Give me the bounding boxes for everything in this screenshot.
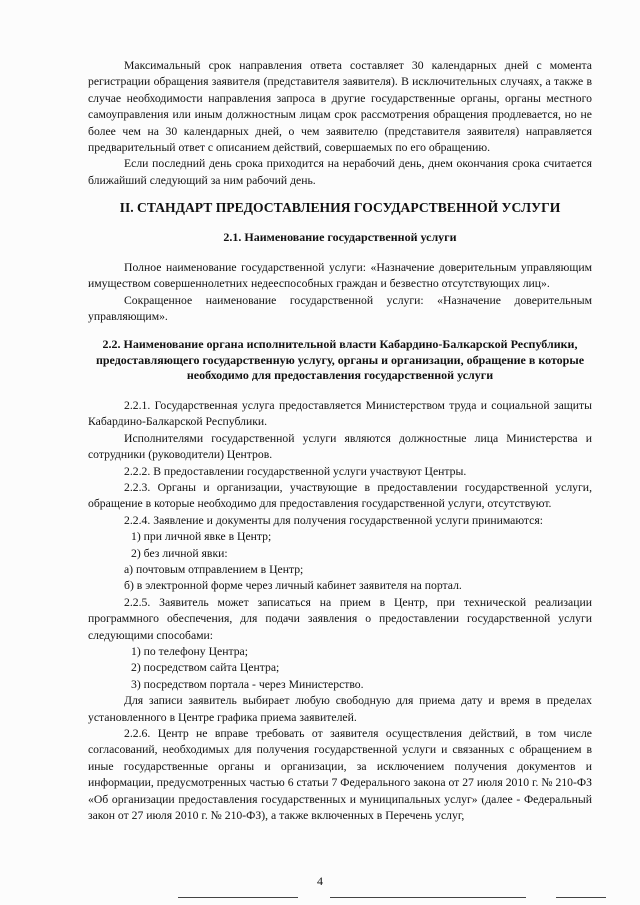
subsection-2-1-paragraph: Сокращенное наименование государственной услуги: «Назначение доверительным управляющим».	[88, 293, 592, 323]
intro-paragraph-1: Максимальный срок направления ответа составляет 30 календарных дней с момента регистрации обращения заявителя (представителя заявителя). В исключительных случаях, а также в случае необходимости направления запроса в другие государственные органы, органы местного самоуправления или иным должностным лицам срок рассмотрения обращения продлевается, но не более чем на 30 календарных дней, о чем заявителю (представителя заявителя) направляется предварительный ответ с описанием действий, совершаемых по его обращению.	[88, 59, 592, 155]
paragraph-2-2-6: 2.2.6. Центр не вправе требовать от заявителя осуществления действий, в том числе согласований, необходимых для получения государственной услуги и связанных с обращением в иные государственные органы и организации, за исключением получения документов и информации, предусмотренных частью 6 статьи 7 Федерального закона от 27 июля 2010 г. № 210-ФЗ «Об организации предоставления государственных и муниципальных услуг» (далее - Федеральный закон от 27 июля 2010 г. № 210-ФЗ), а также включенных в Перечень услуг,	[88, 727, 592, 823]
list-item: 1) по телефону Центра;	[131, 644, 248, 658]
subsection-2-1-title: 2.1. Наименование государственной услуги	[223, 230, 457, 245]
paragraph-executors: Исполнителями государственной услуги являются должностные лица Министерства и сотрудники (руководители) Центров.	[88, 431, 592, 462]
subsection-2-1-paragraph: Полное наименование государственной услуги: «Назначение доверительным управляющим имуществом совершеннолетних недееспособных граждан и безвестно отсутствующих лиц».	[88, 260, 592, 291]
list-item: 3) посредством портала - через Министерство.	[131, 677, 364, 691]
document-body	[88, 58, 592, 824]
footer-rule	[330, 897, 526, 898]
list-item: 1) при личной явке в Центр;	[131, 530, 272, 544]
paragraph-2-2-3: 2.2.3. Органы и организации, участвующие в предоставлении государственной услуги, обращение в которые необходимо для предоставления государственной услуги, отсутствуют.	[88, 480, 592, 511]
paragraph-appointment: Для записи заявитель выбирает любую свободную для приема дату и время в пределах установленного в Центре графика приема заявителей.	[88, 694, 592, 724]
page-number: 4	[317, 874, 323, 888]
paragraph-2-2-4: 2.2.4. Заявление и документы для получения государственной услуги принимаются:	[124, 513, 543, 527]
list-item: а) почтовым отправлением в Центр;	[124, 562, 304, 576]
paragraph-2-2-1: 2.2.1. Государственная услуга предоставляется Министерством труда и социальной защиты Кабардино-Балкарской Республики.	[88, 398, 592, 429]
list-item: 2) посредством сайта Центра;	[131, 661, 280, 675]
footer-rule	[178, 897, 298, 898]
footer-rule	[556, 897, 606, 898]
list-item: б) в электронной форме через личный кабинет заявителя на портал.	[124, 579, 462, 593]
section-title: II. СТАНДАРТ ПРЕДОСТАВЛЕНИЯ ГОСУДАРСТВЕННОЙ УСЛУГИ	[119, 200, 561, 216]
paragraph-2-2-2: 2.2.2. В предоставлении государственной услуги участвуют Центры.	[124, 464, 467, 478]
paragraph-2-2-5: 2.2.5. Заявитель может записаться на прием в Центр, при технической реализации программного обеспечения, для подачи заявления о предоставлении государственной услуги следующими способами:	[88, 595, 592, 642]
intro-paragraph-2: Если последний день срока приходится на нерабочий день, днем окончания срока считается ближайший следующий за ним рабочий день.	[88, 157, 592, 187]
subsection-2-2-title: 2.2. Наименование органа исполнительной власти Кабардино-Балкарской Республики, предоставляющего государственную услугу, органы и организации, обращение в которые необходимо для предоставления государственной услуги	[95, 337, 585, 383]
list-item: 2) без личной явки:	[131, 546, 228, 560]
